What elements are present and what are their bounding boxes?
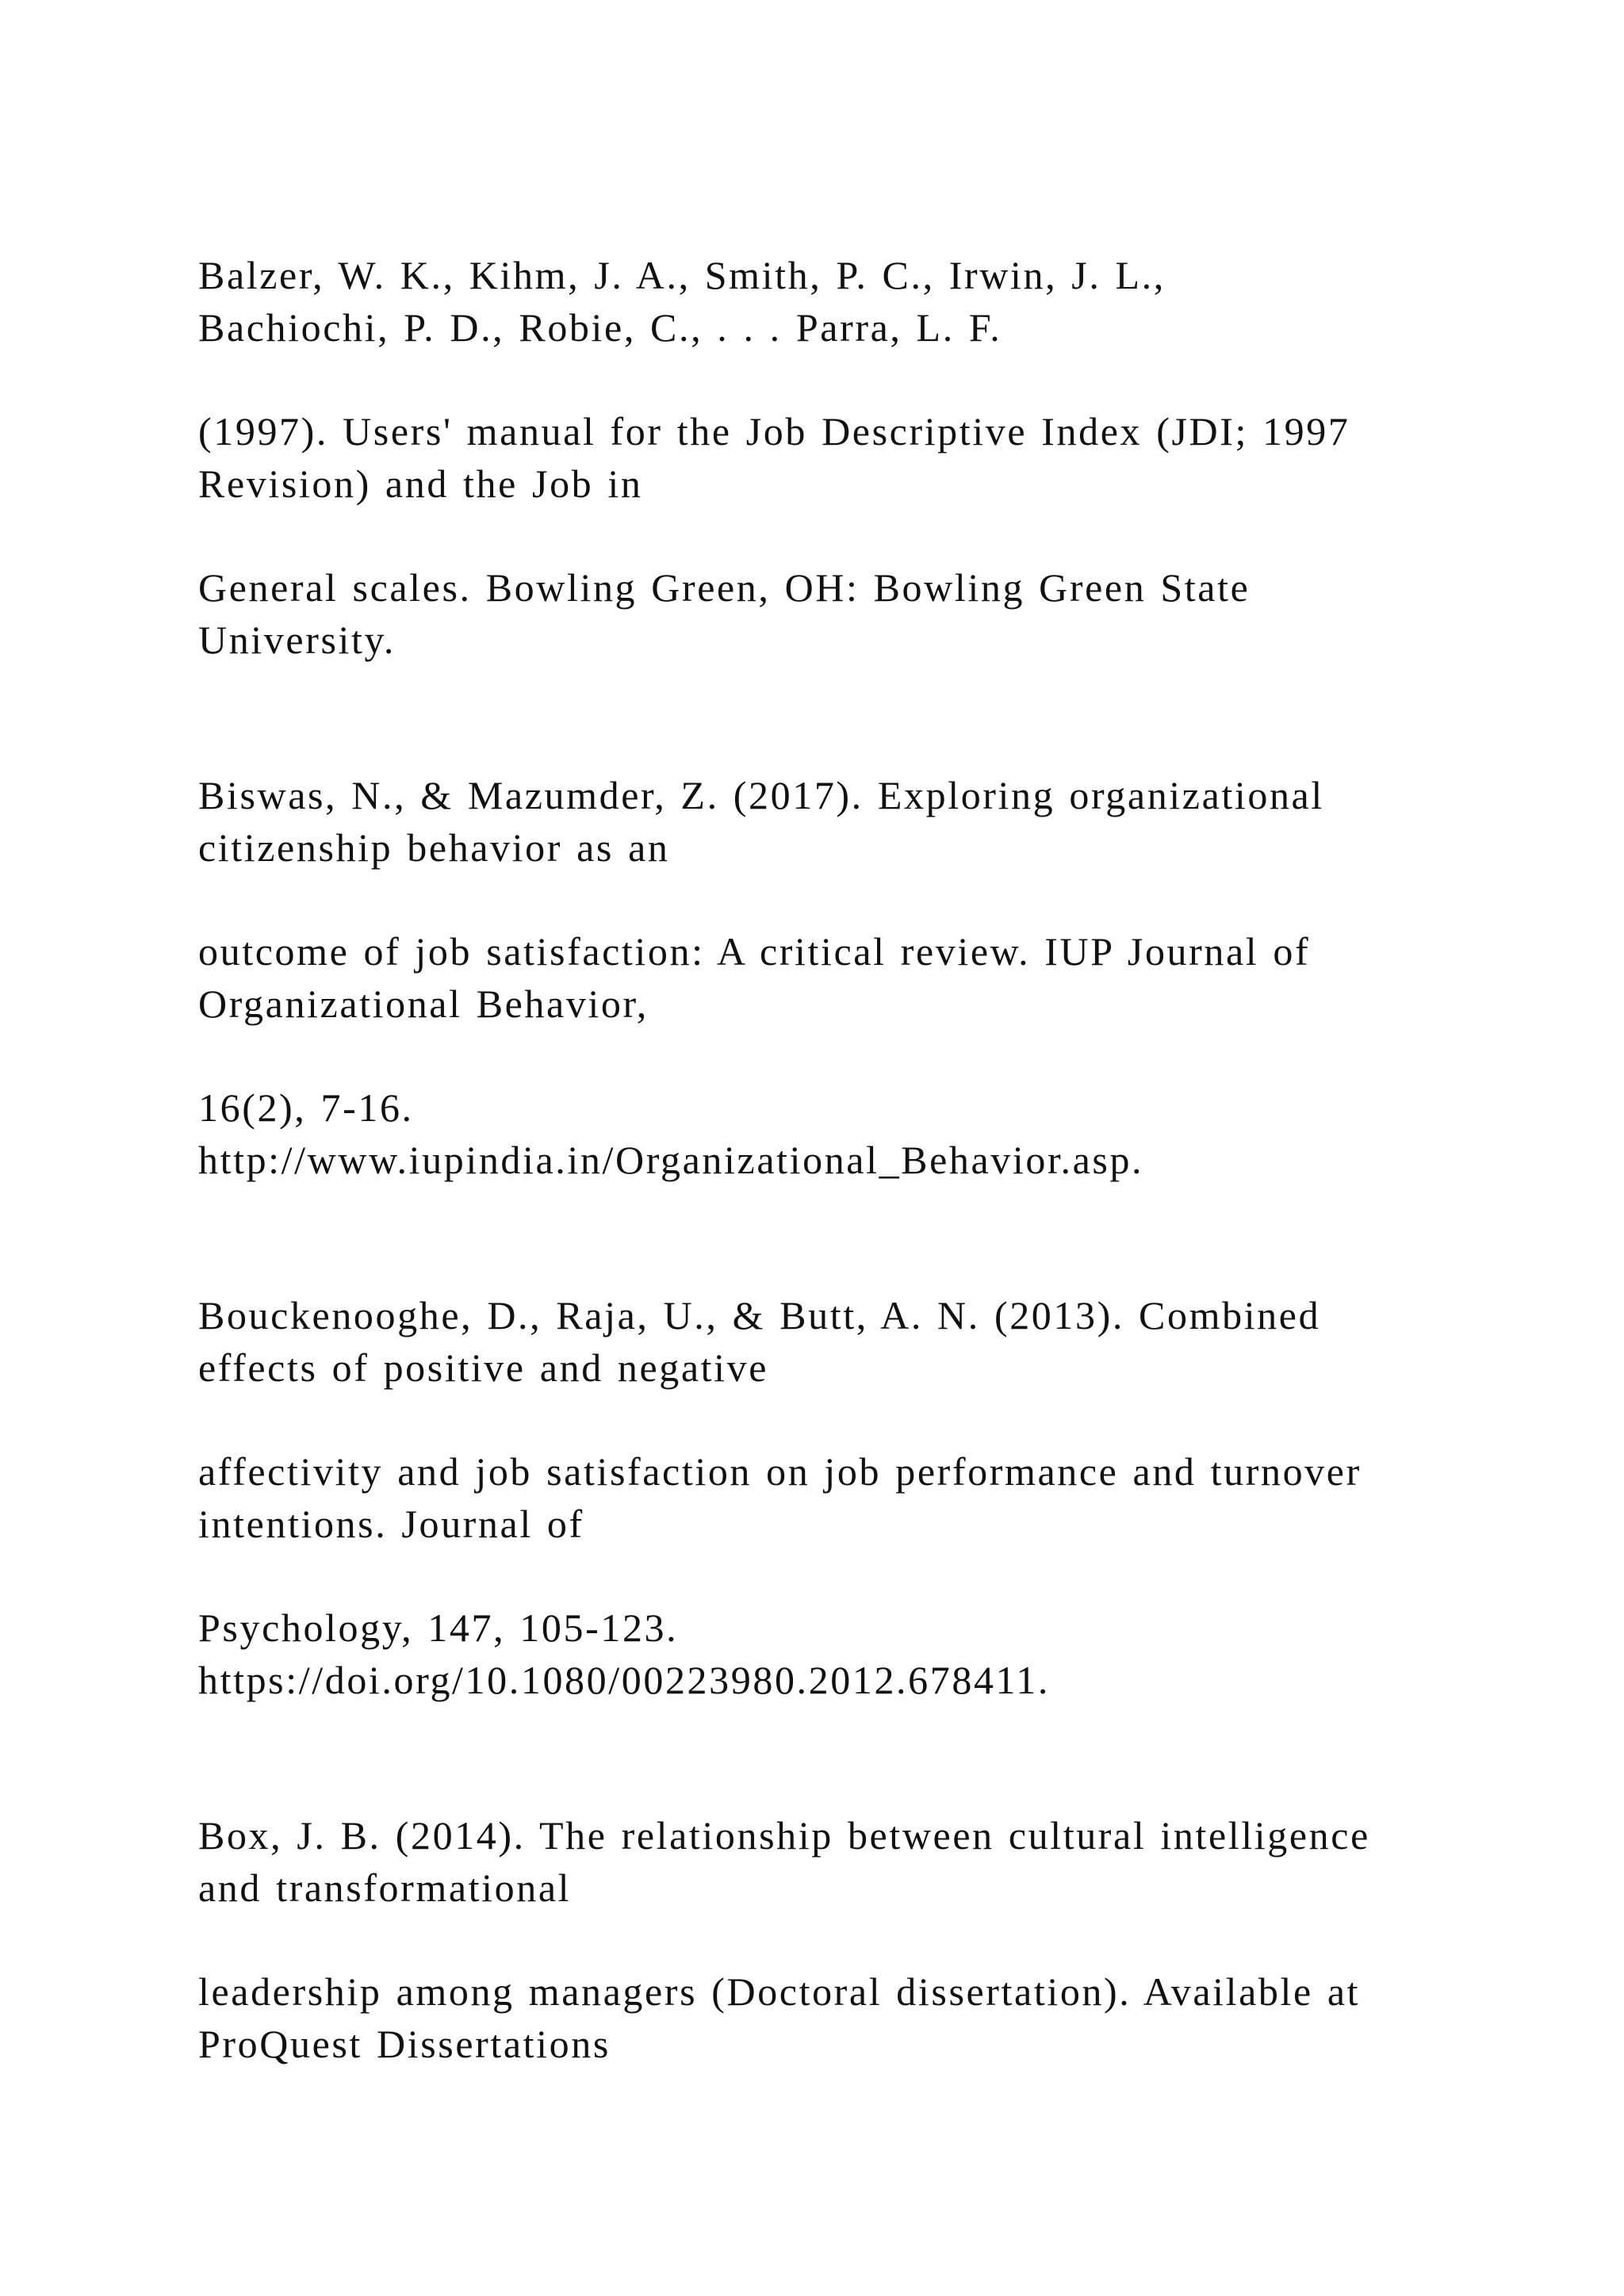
reference-biswas-line-1: Biswas, N., & Mazumder, Z. (2017). Exploring organizational [198,773,1324,817]
reference-box-line-4: ProQuest Dissertations [198,2022,611,2066]
reference-balzer-line-6: University. [198,618,396,662]
reference-bouckenooghe-doi: https://doi.org/10.1080/00223980.2012.678411. [198,1658,1050,1702]
reference-bouckenooghe-line-3: affectivity and job satisfaction on job performance and turnover [198,1449,1362,1494]
reference-biswas-line-2: citizenship behavior as an [198,825,670,870]
reference-box-line-1: Box, J. B. (2014). The relationship between cultural intelligence [198,1813,1370,1858]
reference-box-line-2: and transformational [198,1866,572,1910]
reference-balzer-line-3: (1997). Users' manual for the Job Descriptive Index (JDI; 1997 [198,409,1350,453]
reference-balzer-line-1: Balzer, W. K., Kihm, J. A., Smith, P. C., Irwin, J. L., [198,253,1166,297]
reference-bouckenooghe-line-4: intentions. Journal of [198,1502,584,1546]
reference-bouckenooghe-line-2: effects of positive and negative [198,1345,769,1390]
reference-biswas-line-3: outcome of job satisfaction: A critical review. IUP Journal of [198,929,1311,974]
reference-box-line-3: leadership among managers (Doctoral dissertation). Available at [198,1969,1361,2014]
reference-bouckenooghe-line-1: Bouckenooghe, D., Raja, U., & Butt, A. N. (2013). Combined [198,1293,1321,1337]
reference-balzer-line-2: Bachiochi, P. D., Robie, C., . . . Parra, L. F. [198,305,1002,350]
reference-biswas-line-4: Organizational Behavior, [198,982,649,1026]
reference-balzer-line-4: Revision) and the Job in [198,461,643,506]
reference-bouckenooghe-line-5: Psychology, 147, 105-123. [198,1605,679,1650]
reference-biswas-url: http://www.iupindia.in/Organizational_Behavior.asp. [198,1138,1144,1182]
reference-balzer-line-5: General scales. Bowling Green, OH: Bowling Green State [198,565,1251,610]
reference-biswas-line-5: 16(2), 7-16. [198,1085,414,1130]
